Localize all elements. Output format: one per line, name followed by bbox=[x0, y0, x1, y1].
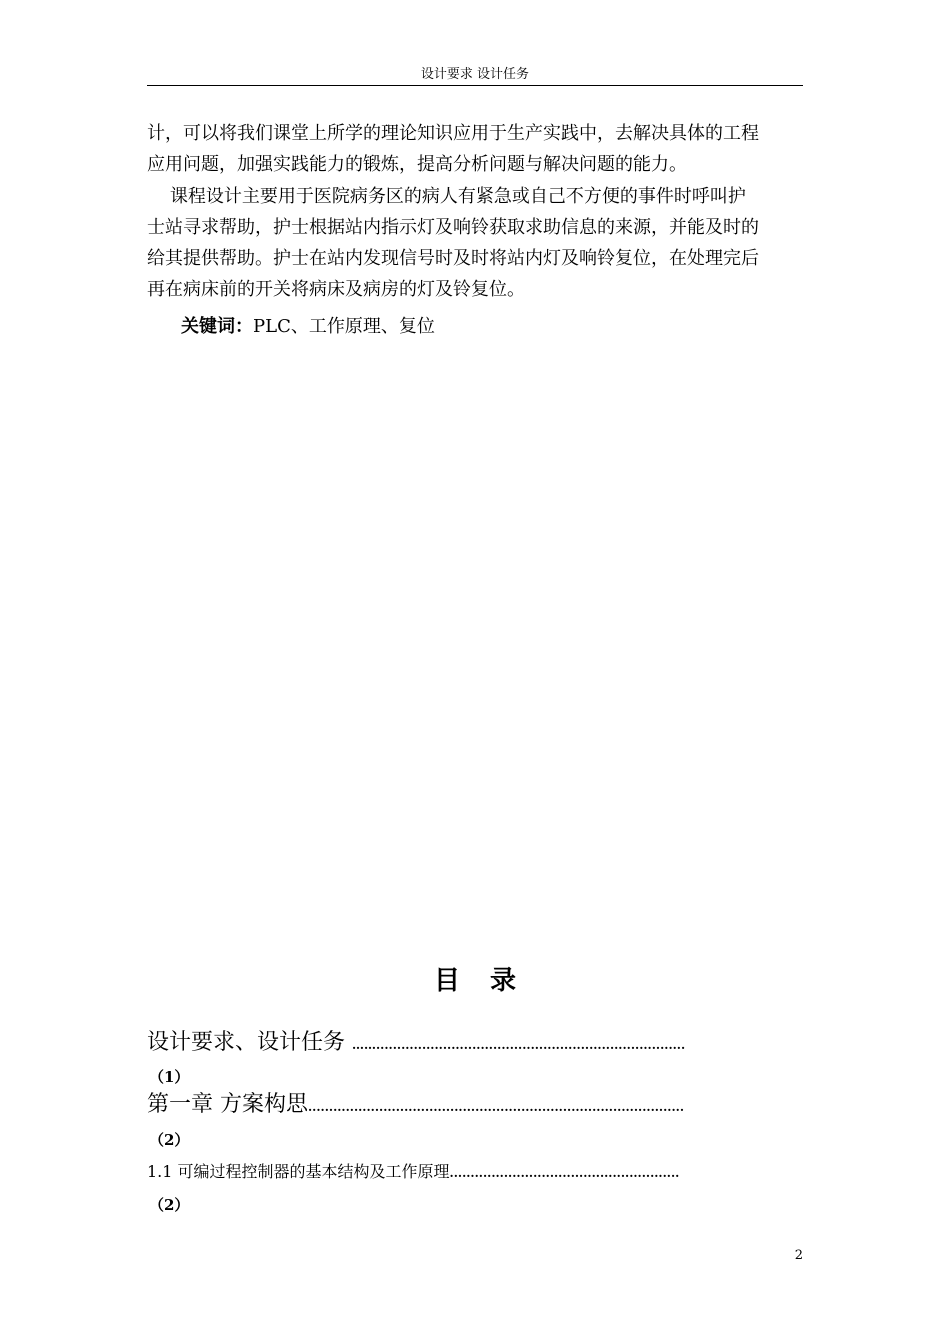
keywords bbox=[181, 311, 435, 342]
toc-entry-3[interactable] bbox=[147, 1160, 679, 1185]
toc-entry-1-page: （1） bbox=[149, 1068, 190, 1086]
header-rule bbox=[147, 85, 803, 86]
toc-entry-1-text: 设计要求、设计任务 bbox=[147, 1030, 352, 1055]
toc-entry-3-text: 1.1 可编过程控制器的基本结构及工作原理 bbox=[147, 1162, 450, 1181]
paragraph-2-line-1: 课程设计主要用于医院病务区的病人有紧急或自己不方便的事件时呼叫护 bbox=[147, 186, 746, 207]
toc-entry-3-page: （2） bbox=[149, 1196, 190, 1214]
toc-entry-2-page: （2） bbox=[149, 1131, 190, 1149]
toc-entry-1-dots: …….......................................................................... bbox=[352, 1038, 686, 1052]
page-number: 2 bbox=[794, 1248, 803, 1263]
paragraph-1-line-1: 计，可以将我们课堂上所学的理论知识应用于生产实践中，去解决具体的工程 bbox=[147, 123, 759, 144]
toc-entry-1[interactable] bbox=[147, 1028, 685, 1060]
paragraph-2-line-4: 再在病床前的开关将病床及病房的灯及铃复位。 bbox=[147, 279, 525, 300]
toc-entry-2-text: 第一章 方案构思 bbox=[147, 1092, 308, 1117]
keywords-label: 关键词： bbox=[181, 316, 253, 337]
toc-entry-3-dots: ....................................................... bbox=[449, 1166, 680, 1180]
toc-title: 目录 bbox=[433, 966, 546, 996]
toc-entry-2[interactable] bbox=[147, 1090, 684, 1122]
toc-entry-2-dots: .......................................................................................... bbox=[308, 1100, 684, 1114]
paragraph-1 bbox=[147, 118, 807, 180]
keywords-value: PLC、工作原理、复位 bbox=[253, 316, 435, 337]
paragraph-1-line-2: 应用问题，加强实践能力的锻炼，提高分析问题与解决问题的能力。 bbox=[147, 154, 687, 175]
paragraph-2-line-3: 给其提供帮助。护士在站内发现信号时及时将站内灯及响铃复位，在处理完后 bbox=[147, 248, 759, 269]
paragraph-2-line-2: 士站寻求帮助，护士根据站内指示灯及响铃获取求助信息的来源，并能及时的 bbox=[147, 217, 759, 238]
running-header: 设计要求 设计任务 bbox=[420, 67, 530, 82]
paragraph-2 bbox=[147, 181, 807, 305]
